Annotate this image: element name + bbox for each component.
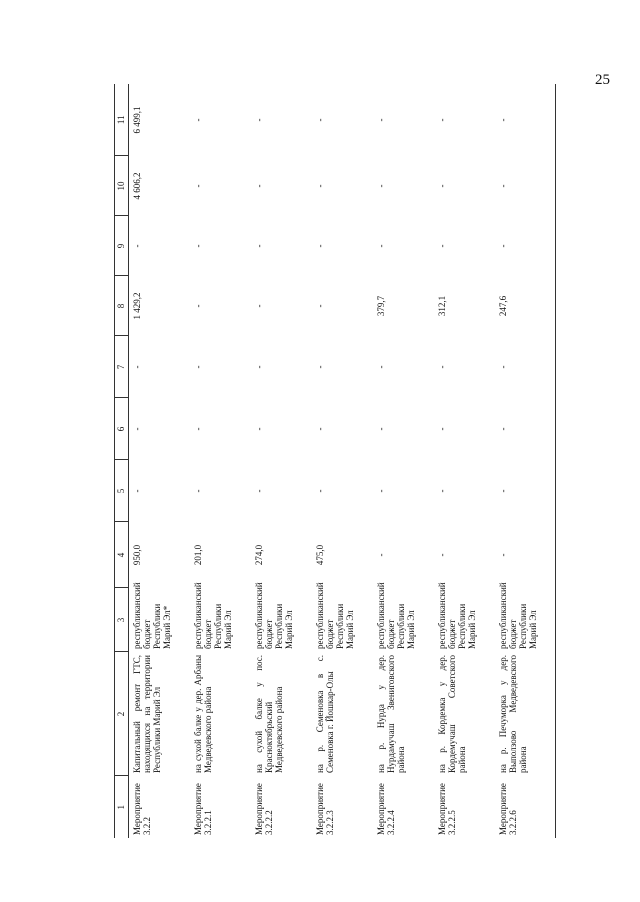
value-cell: - xyxy=(375,118,386,122)
value-cell: - xyxy=(495,84,556,156)
value-cell: - xyxy=(436,365,447,369)
value-cell: 312,1 xyxy=(436,295,447,317)
column-header: 3 xyxy=(115,588,129,652)
value-cell: - xyxy=(253,118,264,122)
table-row xyxy=(129,84,190,838)
value-cell: - xyxy=(253,489,264,493)
value-cell: - xyxy=(375,427,386,431)
value-cell: - xyxy=(436,427,447,431)
value-cell: - xyxy=(375,365,386,369)
value-cell: - xyxy=(192,244,203,248)
value-cell: - xyxy=(436,118,447,122)
header-row xyxy=(115,84,129,838)
column-header: 4 xyxy=(115,522,129,588)
value-cell: - xyxy=(495,522,556,588)
value-cell: 379,7 xyxy=(375,295,386,317)
value-cell: - xyxy=(253,427,264,431)
value-cell: - xyxy=(375,553,386,557)
rotated-table-container xyxy=(114,84,626,838)
value-cell: - xyxy=(314,489,325,493)
description-cell: на р. Нурда у дер. Нурдамучаш Звениговского района xyxy=(375,655,406,773)
value-cell: - xyxy=(436,184,447,188)
page-number: 25 xyxy=(595,72,610,88)
description-cell: на сухой балке у пос. Красноктябрьский Медведевского района xyxy=(253,655,284,773)
value-cell: - xyxy=(495,398,556,460)
table-row xyxy=(373,84,434,838)
description-cell: на сухой балке у дер. Арбаны Медведевского района xyxy=(192,655,213,773)
value-cell: - xyxy=(192,489,203,493)
value-cell: - xyxy=(436,489,447,493)
source-cell: республиканский бюджет Республики Марий Эл xyxy=(375,582,416,649)
value-cell: - xyxy=(495,216,556,276)
column-header: 9 xyxy=(115,216,129,276)
value-cell: - xyxy=(192,365,203,369)
value-cell: - xyxy=(314,118,325,122)
measure-cell: Мероприятие 3.2.2.2 xyxy=(253,783,274,835)
value-cell: - xyxy=(253,365,264,369)
value-cell: - xyxy=(314,304,325,308)
column-header: 10 xyxy=(115,156,129,216)
value-cell: - xyxy=(132,489,142,493)
table-row xyxy=(495,84,556,838)
value-cell: - xyxy=(253,244,264,248)
source-cell: республиканский бюджет Республики Марий Эл xyxy=(253,582,294,649)
value-cell: - xyxy=(436,553,447,557)
measure-cell: Мероприятие 3.2.2 xyxy=(132,783,153,835)
value-cell: 950,0 xyxy=(132,544,142,566)
value-cell: - xyxy=(192,427,203,431)
value-cell: - xyxy=(375,184,386,188)
table-row xyxy=(251,84,312,838)
funding-table xyxy=(114,84,556,838)
source-cell: республиканский бюджет Республики Марий Эл xyxy=(436,582,477,649)
value-cell: 6 499,1 xyxy=(132,106,142,134)
value-cell: - xyxy=(192,304,203,308)
measure-cell: Мероприятие 3.2.2.4 xyxy=(375,783,396,835)
description-cell: на р. Кордемка у дер. Кордемучаш Советского района xyxy=(436,655,467,773)
value-cell: - xyxy=(495,460,556,522)
table-row xyxy=(434,84,495,838)
measure-cell: Мероприятие 3.2.2.5 xyxy=(436,783,457,835)
value-cell: 201,0 xyxy=(192,544,203,566)
value-cell: - xyxy=(314,427,325,431)
source-cell: республиканский бюджет Республики Марий Эл xyxy=(495,588,556,652)
source-cell: республиканский бюджет Республики Марий Эл* xyxy=(132,582,173,649)
measure-cell: Мероприятие 3.2.2.6 xyxy=(495,776,556,838)
value-cell: - xyxy=(132,244,142,248)
description-cell: на р. Печуморка у дер. Выползово Медведевского района xyxy=(495,652,556,776)
value-cell: - xyxy=(495,336,556,398)
table-row xyxy=(312,84,373,838)
column-header: 8 xyxy=(115,276,129,336)
value-cell: - xyxy=(192,118,203,122)
column-header: 1 xyxy=(115,776,129,838)
description-cell: на р. Семеновка в с. Семеновка г. Йошкар-Олы xyxy=(314,655,335,773)
source-cell: республиканский бюджет Республики Марий Эл xyxy=(192,582,233,649)
table-row xyxy=(190,84,251,838)
measure-cell: Мероприятие 3.2.2.1 xyxy=(192,783,213,835)
table-body xyxy=(129,84,556,838)
measure-cell: Мероприятие 3.2.2.3 xyxy=(314,783,335,835)
value-cell: - xyxy=(375,244,386,248)
value-cell: - xyxy=(132,427,142,431)
value-cell: 4 606,2 xyxy=(132,172,142,200)
value-cell: 274,0 xyxy=(253,544,264,566)
value-cell: 475,0 xyxy=(314,544,325,566)
value-cell: 1 429,2 xyxy=(132,292,142,320)
value-cell: - xyxy=(192,184,203,188)
value-cell: - xyxy=(314,244,325,248)
description-cell: Капитальный ремонт ГТС, находящихся на территории Республики Марий Эл xyxy=(132,655,163,773)
value-cell: - xyxy=(132,365,142,369)
value-cell: - xyxy=(253,304,264,308)
column-header: 5 xyxy=(115,460,129,522)
column-header: 11 xyxy=(115,84,129,156)
column-header: 6 xyxy=(115,398,129,460)
column-header: 7 xyxy=(115,336,129,398)
source-cell: республиканский бюджет Республики Марий Эл xyxy=(314,582,355,649)
value-cell: - xyxy=(314,184,325,188)
column-header: 2 xyxy=(115,652,129,776)
value-cell: - xyxy=(495,156,556,216)
value-cell: - xyxy=(436,244,447,248)
value-cell: 247,6 xyxy=(495,276,556,336)
value-cell: - xyxy=(375,489,386,493)
value-cell: - xyxy=(314,365,325,369)
value-cell: - xyxy=(253,184,264,188)
